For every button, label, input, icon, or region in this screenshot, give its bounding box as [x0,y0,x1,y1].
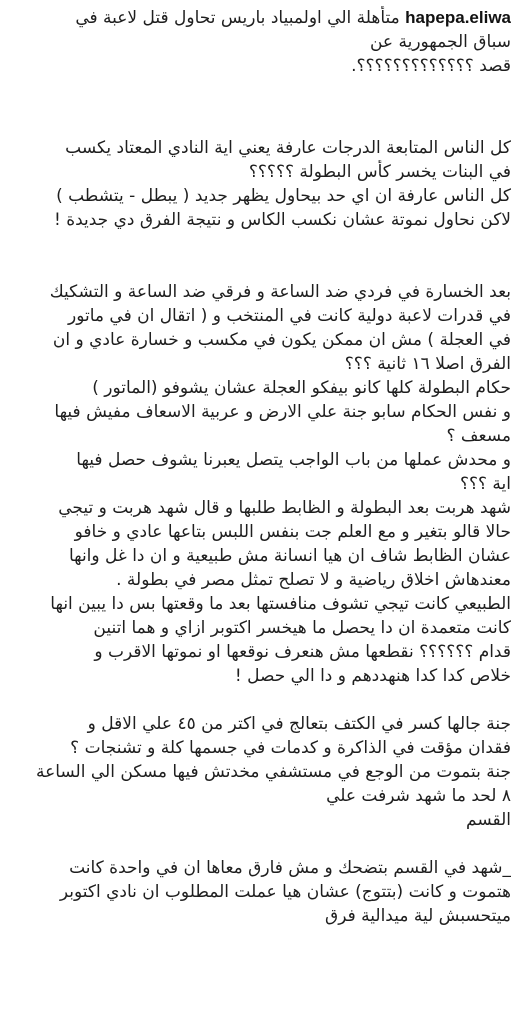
caption-text-line: و نفس الحكام سابو جنة علي الارض و عربية الاسعاف مفيش فيها [54,402,511,422]
caption-text-line: لاكن نحاول نموتة عشان نكسب الكاس و نتيجة الفرق دي جديدة ! [53,210,511,230]
caption-text-line: هتموت و كانت (بتتوج) عشان هيا عملت المطلوب ان نادي اكتوبر [59,882,511,902]
caption-text-line: متأهلة الي اولمبياد باريس تحاول قتل لاعبة في [75,8,400,28]
caption-text-line: سباق الجمهورية عن [369,32,511,52]
caption-text-line: حكام البطولة كلها كانو بيفكو العجلة عشان يشوفو (الماتور ) [92,378,511,398]
caption-paragraph [10,280,511,688]
caption-paragraph [10,712,511,832]
caption-text-line: في البنات يخسر كأس البطولة ؟؟؟؟؟ [248,162,511,182]
caption-text-line: كل الناس عارفة ان اي حد بيحاول يظهر جديد ( يبطل - يتشطب ) [56,186,511,206]
caption-text-line: شهد هربت بعد البطولة و الظابط طلبها و قال شهد هربت و تيجي [58,498,511,518]
caption-text-line: مسعف ؟ [446,426,511,446]
caption-text-line: الفرق اصلا ١٦ ثانية ؟؟؟ [344,354,511,374]
paragraph-spacer [10,688,511,712]
caption-text-line: كل الناس المتابعة الدرجات عارفة يعني اية النادي المعتاد يكسب [65,138,511,158]
username[interactable]: hapepa.eliwa [405,8,511,27]
caption-text-line: القسم [466,810,511,830]
caption-text-line: قصد ؟؟؟؟؟؟؟؟؟؟؟؟؟. [351,56,511,76]
caption-text-line: فقدان مؤقت في الذاكرة و كدمات في جسمها كلة و تشنجات ؟ [70,738,511,758]
caption-first-line [10,6,511,30]
caption-text-line: خلاص كدا كدا هنهددهم و دا الي حصل ! [234,666,511,686]
caption-text-line: كانت متعمدة ان دا يحصل ما هيخسر اكتوبر ازاي و هما اتنين [93,618,511,638]
caption-text-line: بعد الخسارة في فردي ضد الساعة و فرقي ضد الساعة و التشكيك [49,282,511,302]
caption-paragraph [10,136,511,232]
caption-text-line: ميتحسبش لية ميدالية فرق [325,906,511,926]
caption-text-line: الطبيعي كانت تيجي تشوف منافستها بعد ما وقعتها بس دا يبين انها [50,594,511,614]
paragraph-spacer [10,832,511,856]
caption-paragraph [10,856,511,928]
caption-text-line: _شهد في القسم بتضحك و مش فارق معاها ان في واحدة كانت [69,858,511,878]
caption-text-line: عشان الظابط شاف ان هيا انسانة مش طبيعية و ان دا غل وانها [68,546,511,566]
caption-text-line: في قدرات لاعبة دولية كانت في المنتخب و ( اتقال ان في ماتور [67,306,511,326]
paragraph-spacer [10,232,511,280]
caption-text-line: اية ؟؟؟ [459,474,511,494]
paragraph-spacer [10,78,511,136]
caption-text-line: حالا قالو بتغير و مع العلم جت بنفس اللبس بتاعها عادي و خافو [74,522,511,542]
caption-text-line: جنة بتموت من الوجع في مستشفي مخدتش فيها مسكن الي الساعة [35,762,511,782]
caption-text-line: قدام ؟؟؟؟؟؟ نقطعها مش هنعرف نوقعها او نموتها الاقرب و [94,642,511,662]
caption-text-line: جنة جالها كسر في الكتف بتعالج في اكتر من ٤٥ علي الاقل و [87,714,511,734]
caption-text-line: في العجلة ) مش ان ممكن يكون في مكسب و خسارة عادي و ان [52,330,511,350]
caption-text-line: معندهاش اخلاق رياضية و لا تصلح تمثل مصر في بطولة . [116,570,511,590]
caption-text-line: ٨ لحد ما شهد شرفت علي [326,786,511,806]
caption-text-line: و محدش عملها من باب الواجب يتصل يعبرنا يشوف حصل فيها [76,450,511,470]
